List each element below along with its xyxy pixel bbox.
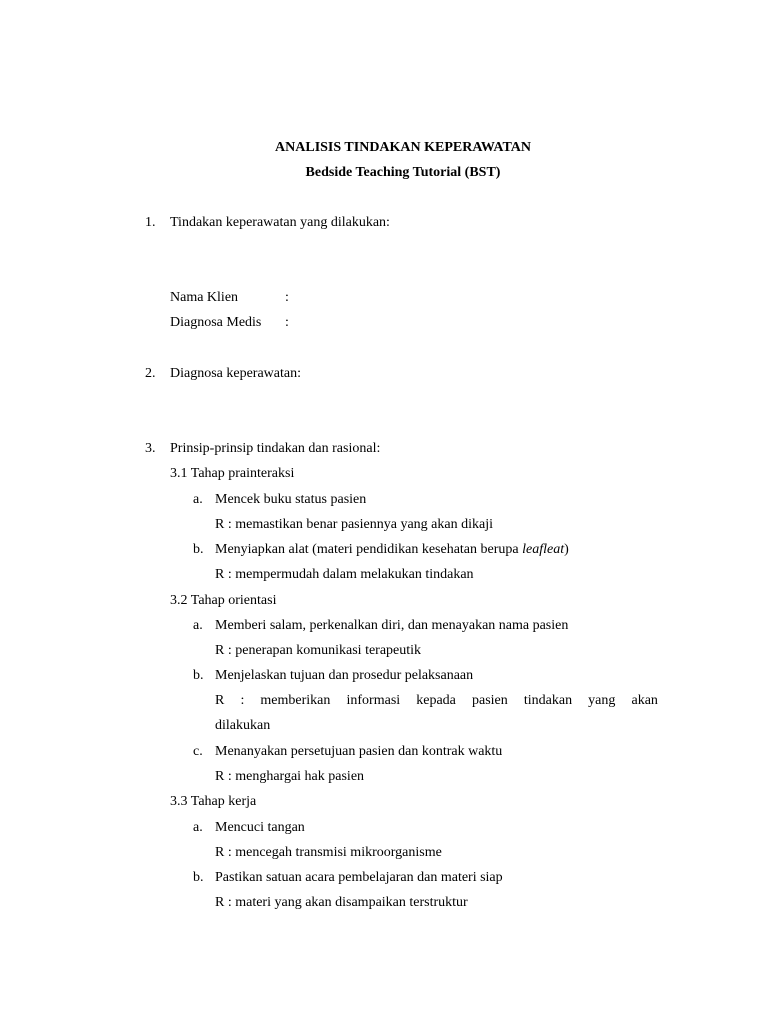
document-subtitle: Bedside Teaching Tutorial (BST) [305, 165, 501, 180]
list-item-text-main: Menyiapkan alat (materi pendidikan kesehatan berupa [215, 542, 523, 557]
list-item-rationale-continuation: dilakukan [215, 718, 271, 733]
list-item-rationale: R : mempermudah dalam melakukan tindakan [215, 567, 474, 582]
list-item-text: Pastikan satuan acara pembelajaran dan materi siap [215, 870, 503, 885]
section-3-number: 3. [145, 441, 156, 456]
stage-heading-orientasi: 3.2 Tahap orientasi [170, 593, 277, 608]
rationale-word: akan [631, 693, 658, 708]
list-item-text: Memberi salam, perkenalkan diri, dan menayakan nama pasien [215, 618, 569, 633]
list-item-rationale: R : memastikan benar pasiennya yang akan dikaji [215, 517, 493, 532]
list-item-text-italic: leafleat [522, 542, 565, 557]
list-item-marker: b. [193, 668, 204, 683]
rationale-word: pasien [472, 693, 508, 708]
list-item-text: Mencuci tangan [215, 820, 305, 835]
list-item-text-end: ) [564, 542, 569, 557]
rationale-word: kepada [416, 693, 456, 708]
list-item-text [215, 541, 569, 559]
list-item-rationale: R : mencegah transmisi mikroorganisme [215, 845, 442, 860]
list-item-marker: a. [193, 618, 203, 633]
list-item-text: Mencek buku status pasien [215, 492, 367, 507]
section-2-number: 2. [145, 366, 156, 381]
list-item-rationale-justified [215, 692, 658, 710]
rationale-word: tindakan [523, 693, 573, 708]
document-title: ANALISIS TINDAKAN KEPERAWATAN [275, 140, 531, 155]
section-2-heading: Diagnosa keperawatan: [170, 366, 301, 381]
list-item-marker: c. [193, 744, 203, 759]
rationale-word: informasi [346, 693, 401, 708]
stage-heading-kerja: 3.3 Tahap kerja [170, 794, 257, 809]
list-item-rationale: R : penerapan komunikasi terapeutik [215, 643, 422, 658]
rationale-word: yang [588, 693, 616, 708]
rationale-word: R [215, 693, 225, 708]
field-separator: : [285, 315, 289, 330]
rationale-word: : [240, 693, 245, 708]
field-label-nama-klien: Nama Klien [170, 290, 239, 305]
list-item-text: Menjelaskan tujuan dan prosedur pelaksanaan [215, 668, 474, 683]
section-3-heading: Prinsip-prinsip tindakan dan rasional: [170, 441, 381, 456]
section-1-heading: Tindakan keperawatan yang dilakukan: [170, 215, 390, 230]
list-item-marker: a. [193, 820, 203, 835]
list-item-rationale: R : materi yang akan disampaikan terstruktur [215, 895, 468, 910]
field-label-diagnosa-medis: Diagnosa Medis [170, 315, 262, 330]
list-item-marker: a. [193, 492, 203, 507]
list-item-rationale: R : menghargai hak pasien [215, 769, 365, 784]
section-1-number: 1. [145, 215, 156, 230]
list-item-marker: b. [193, 542, 204, 557]
field-separator: : [285, 290, 289, 305]
stage-heading-prainteraksi: 3.1 Tahap prainteraksi [170, 466, 295, 481]
list-item-text: Menanyakan persetujuan pasien dan kontrak waktu [215, 744, 503, 759]
rationale-word: memberikan [260, 693, 331, 708]
list-item-marker: b. [193, 870, 204, 885]
